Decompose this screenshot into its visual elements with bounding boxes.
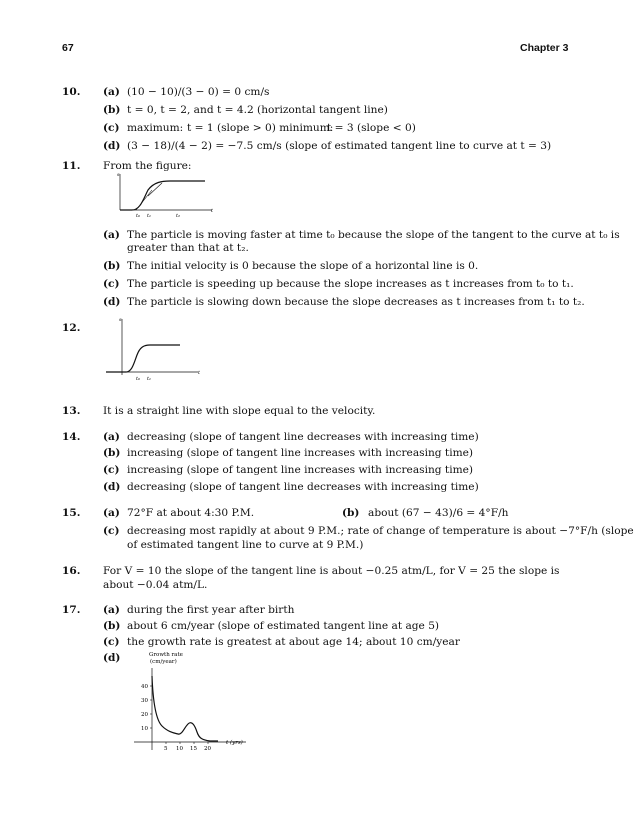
problem-17-number: 17. [62, 604, 81, 616]
ytick-20: 20 [141, 712, 148, 718]
p10c-label: (c) [103, 122, 120, 134]
p15c-label: (c) [103, 525, 120, 537]
p15b-label: (b) [342, 507, 360, 519]
p10b-text: t = 0, t = 2, and t = 4.2 (horizontal tangent line) [127, 104, 388, 116]
problem-12-number: 12. [62, 322, 81, 334]
p10a-label: (a) [103, 86, 120, 98]
problem-13-number: 13. [62, 405, 81, 417]
p11-t1-label: t₁ [147, 213, 152, 219]
p14d-text: decreasing (slope of tangent line decreases with increasing time) [127, 481, 479, 493]
p13-text: It is a straight line with slope equal to the velocity. [103, 405, 376, 417]
p14b-label: (b) [103, 447, 121, 459]
p17d-label: (d) [103, 652, 121, 664]
p14d-label: (d) [103, 481, 121, 493]
growth-rate-xlabel: t (yrs) [226, 740, 243, 746]
p14a-text: decreasing (slope of tangent line decreases with increasing time) [127, 431, 479, 443]
p11-intro: From the figure: [103, 160, 192, 172]
p10c-text-1: maximum: [127, 122, 184, 134]
p12-x-label: t [198, 370, 201, 376]
page-number: 67 [62, 42, 74, 54]
p16-text-2: about −0.04 atm/L. [103, 579, 208, 591]
ytick-40: 40 [141, 684, 148, 690]
problem-14-number: 14. [62, 431, 81, 443]
p11a-text-2: greater than that at t₂. [127, 242, 249, 254]
xtick-15: 15 [190, 746, 197, 752]
p11c-text: The particle is speeding up because the slope increases as t increases from t₀ to t₁. [127, 278, 574, 290]
p16-text-1: For V = 10 the slope of the tangent line is about −0.25 atm/L, for V = 25 the slope is [103, 565, 560, 577]
problem-16-number: 16. [62, 565, 81, 577]
p12-position-graph [100, 315, 210, 385]
p10d-text: (3 − 18)/(4 − 2) = −7.5 cm/s (slope of estimated tangent line to curve at t = 3) [127, 140, 552, 152]
p11-t2-label: t₂ [176, 213, 181, 219]
p12-t0-label: t₀ [136, 376, 141, 382]
p10a-text: (10 − 10)/(3 − 0) = 0 cm/s [127, 86, 270, 98]
xtick-5: 5 [164, 746, 168, 752]
p15c-text-1: decreasing most rapidly at about 9 P.M.; rate of change of temperature is about −7°F/h (slope [127, 525, 634, 537]
p11b-text: The initial velocity is 0 because the slope of a horizontal line is 0. [127, 260, 479, 272]
p17b-label: (b) [103, 620, 121, 632]
p14c-text: increasing (slope of tangent line increases with increasing time) [127, 464, 474, 476]
p15c-text-2: of estimated tangent line to curve at 9 P.M.) [127, 539, 364, 551]
p11-y-label: s [117, 172, 120, 178]
p17c-label: (c) [103, 636, 120, 648]
p12-y-label: s [119, 317, 122, 323]
chapter-title: Chapter 3 [520, 42, 569, 54]
p17c-text: the growth rate is greatest at about age 14; about 10 cm/year [127, 636, 460, 648]
problem-10-number: 10. [62, 86, 81, 98]
growth-rate-ylabel-1: Growth rate [149, 652, 183, 658]
p11b-label: (b) [103, 260, 121, 272]
p11d-label: (d) [103, 296, 121, 308]
ytick-30: 30 [141, 698, 148, 704]
p11a-label: (a) [103, 229, 120, 241]
growth-rate-ylabel-2: (cm/year) [150, 659, 177, 665]
problem-15-number: 15. [62, 507, 81, 519]
xtick-10: 10 [176, 746, 183, 752]
p10c-text-3: t = 3 (slope < 0) [327, 122, 416, 134]
p10d-label: (d) [103, 140, 121, 152]
p15b-text: about (67 − 43)/6 = 4°F/h [368, 507, 509, 519]
p14c-label: (c) [103, 464, 120, 476]
p17b-text: about 6 cm/year (slope of estimated tangent line at age 5) [127, 620, 440, 632]
p17a-text: during the first year after birth [127, 604, 295, 616]
p11-t0-label: t₀ [136, 213, 141, 219]
growth-rate-graph [120, 648, 260, 758]
p11a-text-1: The particle is moving faster at time t₀ because the slope of the tangent to the curve at t₀ is [127, 229, 620, 241]
p11d-text: The particle is slowing down because the slope decreases as t increases from t₁ to t₂. [127, 296, 585, 308]
p11-position-graph [110, 170, 220, 220]
p11-x-label: t [211, 208, 214, 214]
p14b-text: increasing (slope of tangent line increases with increasing time) [127, 447, 474, 459]
p14a-label: (a) [103, 431, 120, 443]
p11c-label: (c) [103, 278, 120, 290]
p12-t1-label: t₁ [147, 376, 152, 382]
problem-11-number: 11. [62, 160, 81, 172]
p15a-label: (a) [103, 507, 120, 519]
p15a-text: 72°F at about 4:30 P.M. [127, 507, 255, 519]
xtick-20: 20 [204, 746, 211, 752]
p17a-label: (a) [103, 604, 120, 616]
p10c-text-2: t = 1 (slope > 0) minimum: [187, 122, 334, 134]
p10b-label: (b) [103, 104, 121, 116]
ytick-10: 10 [141, 726, 148, 732]
